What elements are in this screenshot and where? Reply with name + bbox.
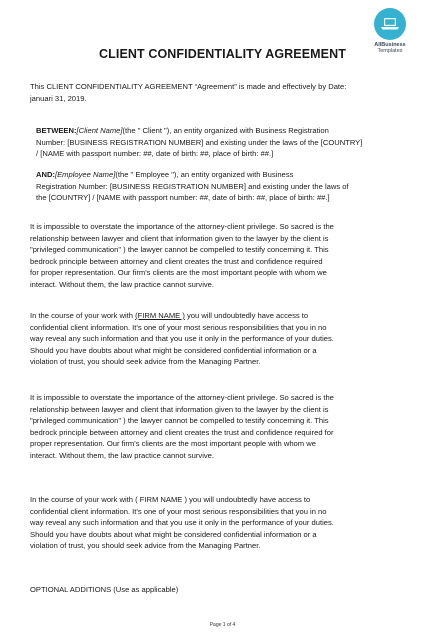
intro-line: januari 31, 2019. xyxy=(30,93,87,103)
paragraph-suffix: you will undoubtedly have access to xyxy=(184,311,309,320)
between-line: / [NAME with passport number: ##, date of birth: ##, place of birth: ##.] xyxy=(36,149,274,159)
paragraph-line: violation of trust, you should seek advice from the Managing Partner. xyxy=(30,357,261,367)
logo-line2: Templates xyxy=(377,48,403,54)
paragraph-line: Should you have doubts about what might be considered confidential information or a xyxy=(30,345,317,355)
paragraph-line xyxy=(30,310,420,322)
paragraph-line: relationship between lawyer and client that information given to the lawyer by the client is xyxy=(30,404,329,414)
paragraph-line: In the course of your work with ( FIRM NAME ) you will undoubtedly have access to xyxy=(30,495,311,504)
privilege-paragraph-1 xyxy=(30,221,420,291)
optional-additions-heading: OPTIONAL ADDITIONS (Use as applicable) xyxy=(30,585,179,594)
firm-name-placeholder: (FIRM NAME ) xyxy=(135,311,185,320)
privilege-paragraph-2 xyxy=(30,392,420,462)
document-title: CLIENT CONFIDENTIALITY AGREEMENT xyxy=(99,47,346,61)
between-line-rest: (the " Client "), an entity organized with Business Registration xyxy=(122,126,329,135)
paragraph-line: "privileged communication" ) the lawyer cannot be compelled to testify concerning it. This xyxy=(30,416,329,426)
employee-name-placeholder: [Employee Name] xyxy=(54,170,116,179)
paragraph-line: bedrock principle between attorney and client creates the trust and confidence required for xyxy=(30,427,334,437)
confidential-paragraph-2 xyxy=(30,494,420,552)
paragraph-line: for proper representation. Our firm's clients are the most important people with whom we xyxy=(30,268,327,278)
and-line: the [COUNTRY] / [NAME with passport number: ##, date of birth: ##, place of birth: ##.] xyxy=(36,193,330,203)
and-line: Registration Number: [BUSINESS REGISTRATION NUMBER] and existing under the laws of xyxy=(36,181,349,191)
paragraph-prefix: In the course of your work with xyxy=(30,311,136,320)
paragraph-line: way reveal any such information and that you use it only in the performance of your duties. xyxy=(30,334,334,344)
paragraph-line: confidential client information. It's one of your most serious responsibilities that you in no xyxy=(30,322,327,332)
and-line xyxy=(36,169,420,181)
paragraph-line: violation of trust, you should seek advice from the Managing Partner. xyxy=(30,541,261,551)
and-label: AND: xyxy=(36,170,55,179)
paragraph-line: Should you have doubts about what might be considered confidential information or a xyxy=(30,529,317,539)
paragraph-line: way reveal any such information and that you use it only in the performance of your duties. xyxy=(30,518,334,528)
logo-line1: AllBusiness xyxy=(374,42,406,48)
between-line: Number: [BUSINESS REGISTRATION NUMBER] and existing under the laws of the [COUNTRY] xyxy=(36,137,363,147)
and-line-rest: (the " Employee "), an entity organized with Business xyxy=(115,170,294,179)
paragraph-line: It is impossible to overstate the importance of the attorney-client privilege. So sacred is the xyxy=(30,393,334,402)
intro-paragraph xyxy=(30,81,420,104)
between-paragraph xyxy=(36,125,420,160)
paragraph-line: It is impossible to overstate the importance of the attorney-client privilege. So sacred is the xyxy=(30,222,334,231)
paragraph-line: interact. Without them, the law practice cannot survive. xyxy=(30,450,215,460)
paragraph-line: relationship between lawyer and client that information given to the lawyer by the client is xyxy=(30,233,329,243)
paragraph-line: confidential client information. It's one of your most serious responsibilities that you in no xyxy=(30,506,327,516)
paragraph-line: bedrock principle between attorney and client creates the trust and confidence required xyxy=(30,256,323,266)
paragraph-line: proper representation. Our firm's clients are the most important people with whom we xyxy=(30,439,316,449)
page-number: Page 1 of 4 xyxy=(209,622,236,628)
laptop-icon xyxy=(374,8,406,40)
confidential-paragraph-1 xyxy=(30,310,420,368)
between-line xyxy=(36,125,420,137)
paragraph-line: "privileged communication" ) the lawyer cannot be compelled to testify concerning it. This xyxy=(30,245,329,255)
intro-line: This CLIENT CONFIDENTIALITY AGREEMENT “Agreement” is made and effectively by Date: xyxy=(30,82,347,91)
and-paragraph xyxy=(36,169,420,204)
client-name-placeholder: [Client Name] xyxy=(76,126,123,135)
paragraph-line: interact. Without them, the law practice cannot survive. xyxy=(30,279,215,289)
between-label: BETWEEN: xyxy=(36,126,77,135)
